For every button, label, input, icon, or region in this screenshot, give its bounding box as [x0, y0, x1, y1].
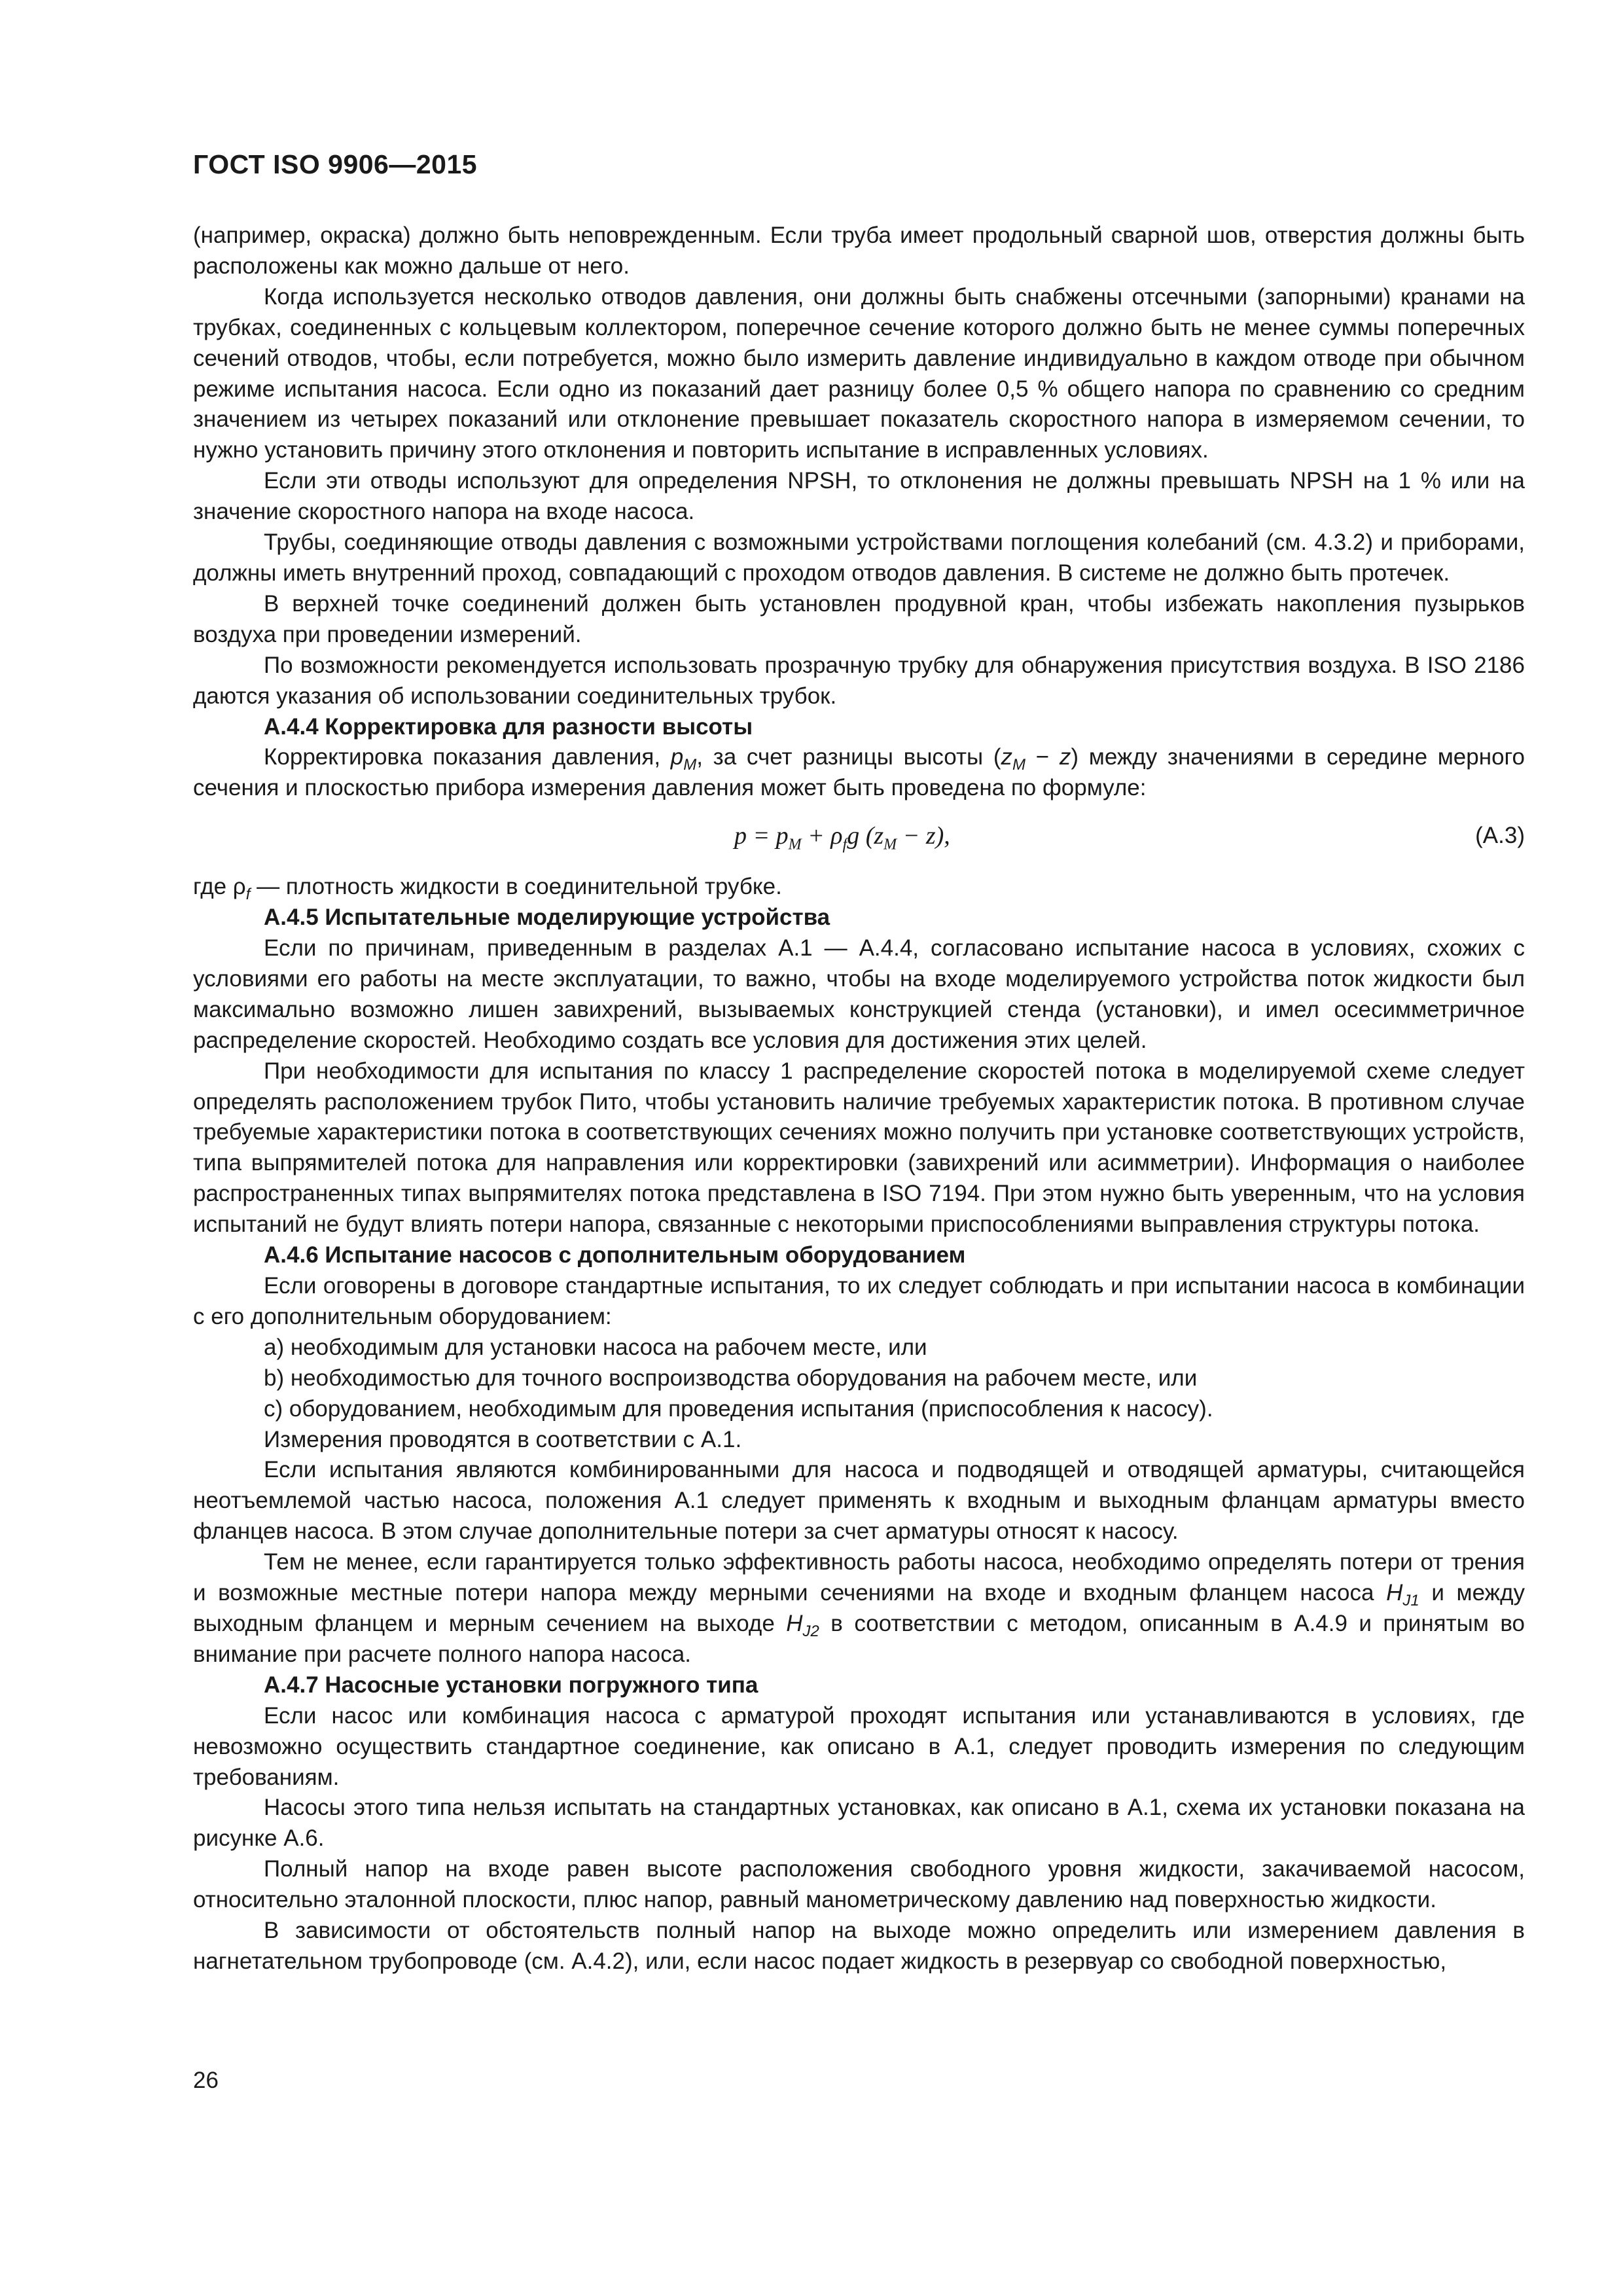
paragraph: (например, окраска) должно быть неповрежденным. Если труба имеет продольный сварной шов, отверстия должны быть расположены как можно дальше от него. [193, 223, 1525, 279]
section-heading-a45: А.4.5 Испытательные моделирующие устройства [264, 905, 830, 931]
section-heading-a44: А.4.4 Корректировка для разности высоты [264, 713, 753, 740]
paragraph: Если оговорены в договоре стандартные испытания, то их следует соблюдать и при испытании насоса в комбинации с его дополнительным оборудованием: [193, 1273, 1525, 1329]
paragraph: Если насос или комбинация насоса с арматурой проходят испытания или устанавливаются в условиях, где невозможно осуществить стандартное соединение, как описано в А.1, следует проводить измерения по следующим требованиям. [193, 1702, 1525, 1790]
section-heading-a46: А.4.6 Испытание насосов с дополнительным оборудованием [264, 1242, 966, 1268]
paragraph: В верхней точке соединений должен быть установлен продувной кран, чтобы избежать накопления пузырьков воздуха при проведении измерений. [193, 590, 1525, 647]
list-item: с) оборудованием, необходимым для проведения испытания (приспособления к насосу). [264, 1395, 1213, 1422]
paragraph: Насосы этого типа нельзя испытать на стандартных установках, как описано в А.1, схема их установки показана на рисунке А.6. [193, 1795, 1525, 1852]
paragraph: Полный напор на входе равен высоте расположения свободного уровня жидкости, закачиваемой насосом, относительно эталонной плоскости, плюс напор, равный манометрическому давлению над поверхностью жидкости. [193, 1856, 1525, 1913]
list-item: а) необходимым для установки насоса на рабочем месте, или [264, 1334, 927, 1360]
formula-a3: $p = p_M + \rho_fg$ $(z_M - z)$, [734, 822, 950, 853]
equation-number: (А.3) [1475, 823, 1525, 849]
paragraph-losses: Тем не менее, если гарантируется только эффективность работы насоса, необходимо определять потери от трения и возможные местные потери напора между мерными сечениями на входе и входным фланцем насоса $H_{J1}$ и между выходным фланцем и мерным сечением на выходе $H_{J2}$ в соответствии с методом, описанным в А.4.9 и принятым во внимание при расчете полного напора насоса. [193, 1549, 1525, 1667]
paragraph-where: где $\rho_f$ — плотность жидкости в соединительной трубке. [193, 874, 782, 904]
list-item: b) необходимостью для точного воспроизводства оборудования на рабочем месте, или [264, 1365, 1198, 1391]
paragraph: По возможности рекомендуется использовать прозрачную трубку для обнаружения присутствия воздуха. В ISO 2186 даются указания об использовании соединительных трубок. [193, 652, 1525, 709]
page-number: 26 [193, 2068, 219, 2093]
paragraph: В зависимости от обстоятельств полный напор на выходе можно определить или измерением давления в нагнетательном трубопроводе (см. А.4.2), или, если насос подает жидкость в резервуар со свободной поверхностью, [193, 1918, 1525, 1974]
formula-row [193, 804, 1525, 872]
paragraph: Если по причинам, приведенным в разделах А.1 — А.4.4, согласовано испытание насоса в условиях, схожих с условиями его работы на месте эксплуатации, то важно, чтобы на входе моделируемого устройства поток жидкости был максимально возможно лишен завихрений, вызываемых конструкцией стенда (установки), и имел осесимметричное распределение скоростей. Необходимо создать все условия для достижения этих целей. [193, 935, 1525, 1053]
document-header: ГОСТ ISO 9906—2015 [193, 149, 478, 179]
paragraph: Если эти отводы используют для определения NPSH, то отклонения не должны превышать NPSH на 1 % или на значение скоростного напора на входе насоса. [193, 468, 1525, 525]
paragraph-a44-intro: Корректировка показания давления, $p_M$, за счет разницы высоты $(z_M - z)$ между значениями в середине мерного сечения и плоскостью прибора измерения давления может быть проведена по формуле: [193, 744, 1525, 801]
paragraph: Если испытания являются комбинированными для насоса и подводящей и отводящей арматуры, считающейся неотъемлемой частью насоса, положения А.1 следует применять к входным и выходным фланцам арматуры вместо фланцев насоса. В этом случае дополнительные потери за счет арматуры относят к насосу. [193, 1457, 1525, 1545]
paragraph: При необходимости для испытания по классу 1 распределение скоростей потока в моделируемой схеме следует определять расположением трубок Пито, чтобы установить наличие требуемых характеристик потока. В противном случае требуемые характеристики потока в соответствующих сечениях можно получить при установке соответствующих устройств, типа выпрямителей потока для направления или корректировки (завихрений или асимметрии). Информация о наиболее распространенных типах выпрямителях потока представлена в ISO 7194. При этом нужно быть уверенным, что на условия испытаний не будут влиять потери напора, связанные с некоторыми приспособлениями выправления структуры потока. [193, 1058, 1525, 1238]
paragraph: Измерения проводятся в соответствии с А.1. [264, 1426, 742, 1452]
paragraph: Трубы, соединяющие отводы давления с возможными устройствами поглощения колебаний (см. 4.3.2) и приборами, должны иметь внутренний проход, совпадающий с проходом отводов давления. В системе не должно быть протечек. [193, 529, 1525, 586]
document-page [193, 148, 1525, 1977]
paragraph: Когда используется несколько отводов давления, они должны быть снабжены отсечными (запорными) кранами на трубках, соединенных с кольцевым коллектором, поперечное сечение которого должно быть не менее суммы поперечных сечений отводов, чтобы, если потребуется, можно было измерить давление индивидуально в каждом отводе при обычном режиме испытания насоса. Если одно из показаний дает разницу более 0,5 % общего напора по сравнению со средним значением из четырех показаний или отклонение превышает показатель скоростного напора в измеряемом сечении, то нужно установить причину этого отклонения и повторить испытание в исправленных условиях. [193, 283, 1525, 463]
section-heading-a47: А.4.7 Насосные установки погружного типа [264, 1672, 758, 1698]
